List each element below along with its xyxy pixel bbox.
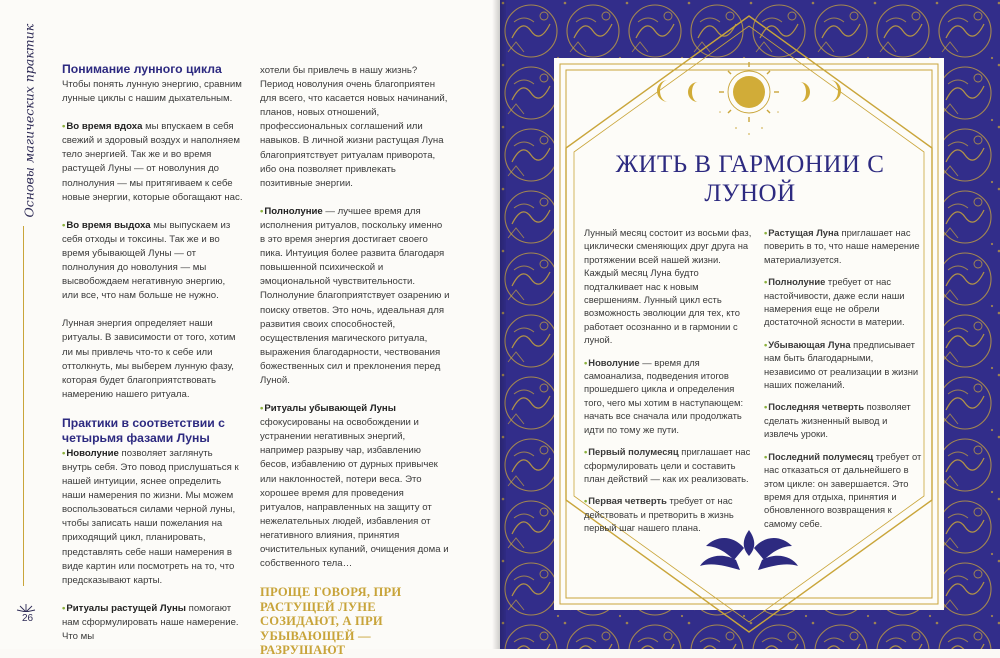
bullet-icon: • — [584, 356, 588, 368]
bullet-icon: • — [764, 338, 768, 350]
text-inhale: мы впускаем в себя свежий и здоровый воздух и наполняем тело энергией. Так же и во время растущей Луны — от новолуния до полнолуния — мы притягиваем к себе новые энергии, которые обогащают нас. — [62, 121, 243, 203]
text-fullmoon: — лучшее время для исполнения ритуалов, поскольку именно в это время энергия достигает своего пика. Интуиция более развита благодаря повышенной психической и эмоциональной чувствительности. Полнолуние благоприятствует озарению и поиску ответов. Это ночь, идеальная для развития своих способностей, осуществления магического ритуала, выражения благодарности, чествования божественных сил и преклонения перед Луной. — [260, 205, 450, 386]
bullet-icon: • — [260, 205, 264, 217]
term-newmoon: Новолуние — [66, 447, 119, 459]
term-inhale: Во время вдоха — [66, 121, 143, 133]
bullet-icon: • — [62, 219, 66, 231]
bullet-icon: • — [584, 495, 588, 507]
bullet-icon: • — [764, 227, 768, 238]
term-waning-rituals: Ритуалы убывающей Луны — [264, 403, 396, 415]
term-first-quarter: Первая четверть — [588, 495, 667, 507]
text-waxing-rituals: помогают нам сформулировать наше намерение. Что мы — [62, 602, 239, 642]
text-waning-rituals: сфокусированы на освобождении и устранении негативных энергий, например разрыву чар, избавлению бесов, избавлению от дурных привычек или наклонностей, потери веса. Это хорошее время для проведения ритуалов, направленных на защиту от нежелательных людей, избавления от негативного влияния, принятия очистительных купаний, очищения дома и собственного тела… — [260, 417, 449, 570]
term-waning-moon: Убывающая Луна — [768, 338, 851, 350]
term-first-crescent: Первый полумесяц — [588, 446, 679, 458]
section-heading-lunar-cycle: Понимание лунного цикла — [62, 62, 222, 76]
paragraph-energy: Лунная энергия определяет наши ритуалы. В зависимости от того, хотим ли мы привлечь что-то к себе или оттолкнуть, мы выберем лунную фазу, которая будет благоприятствовать намерению нашего ритуала. — [62, 318, 236, 400]
bullet-icon: • — [764, 450, 768, 462]
book-gutter-shadow — [492, 0, 506, 649]
pull-quote: ПРОЩЕ ГОВОРЯ, ПРИ РАСТУЩЕЙ ЛУНЕ СОЗИДАЮТ, А ПРИ УБЫВАЮЩЕЙ — РАЗРУШАЮТ — [260, 585, 402, 658]
bullet-icon: • — [62, 602, 66, 614]
text-newmoon: позволяет заглянуть внутрь себя. Это повод прислушаться к нашей интуиции, яснее определить наши намерения по жизни. Мы можем воспользоваться силами черной луны, чтобы записать наши пожелания на приходящий цикл, планировать, представлять себе наши намерения в виде картин или посмотреть на то, что предсказывают карты. — [62, 447, 239, 586]
running-title-text: Основы магических практик — [21, 23, 37, 218]
bullet-icon: • — [260, 403, 264, 415]
term-last-crescent: Последний полумесяц — [768, 450, 874, 462]
term-r-fullmoon: Полнолуние — [768, 276, 826, 288]
bullet-icon: • — [584, 446, 588, 458]
paragraph-lunar-month: Лунный месяц состоит из восьми фаз, циклически сменяющих друг друга на протяжении всей нашей жизни. Каждый месяц Луна будто подталкивает нас к новым свершениям. Лунный цикл есть возможность эволюции для тех, кто работает осознанно и в гармонии с луной. — [584, 227, 752, 346]
page-number: 26 — [22, 613, 34, 624]
term-last-quarter: Последняя четверть — [768, 401, 864, 413]
spread-heading: ЖИТЬ В ГАРМОНИИ С ЛУНОЙ — [615, 151, 885, 207]
term-r-newmoon: Новолуние — [588, 356, 640, 368]
paragraph-continuation: хотели бы привлечь в нашу жизнь? Период новолуния очень благоприятен для всего, что касается новых начинаний, планов, новых отношений, профессиональных соглашений или навыков. В личной жизни растущая Луна благоприятствует ритуалам приворота, ибо она позволяет привлекать позитивные энергии. — [260, 65, 448, 189]
text-waning-moon: предписывает нам быть благодарными, независимо от реализации в жизни наших пожеланий. — [764, 338, 919, 391]
text-exhale: мы выпускаем из себя отходы и токсины. Так же и во время убывающей Луны — от полнолуния до новолуния — мы высвобождаем негативную энергию, или все, что нам больше не нужно. — [62, 219, 231, 302]
term-exhale: Во время выдоха — [66, 219, 151, 231]
text-r-fullmoon: требует от нас настойчивости, даже если наши намерения еще не обрели достаточной ясности в материи. — [764, 276, 905, 328]
text-last-quarter: позволяет сделать жизненный вывод и извлечь уроки. — [764, 401, 911, 440]
term-waxing-moon: Растущая Луна — [768, 227, 839, 238]
section-heading-practices: Практики в соответствии с четырьмя фазами Луны — [62, 415, 225, 445]
bullet-icon: • — [62, 121, 66, 133]
paragraph-intro: Чтобы понять лунную энергию, сравним лунные циклы с нашим дыхательным. — [62, 79, 242, 105]
term-waxing-rituals: Ритуалы растущей Луны — [66, 602, 186, 614]
term-fullmoon: Полнолуние — [264, 205, 323, 217]
text-r-newmoon: — время для самоанализа, подведения итогов прошедшего цикла и определения того, чего мы хотим в наступающем: начать все сначала или продолжать идти по тому же пути. — [584, 356, 744, 435]
bullet-icon: • — [764, 276, 768, 288]
bullet-icon: • — [62, 447, 66, 459]
text-waxing-moon: приглашает нас поверить в то, что наше намерение материализуется. — [764, 227, 920, 265]
text-first-quarter: требует от нас действовать и претворить в жизнь первый шаг нашего плана. — [584, 495, 734, 534]
bullet-icon: • — [764, 401, 768, 413]
text-last-crescent: требует от нас отказаться от дальнейшего в этом цикле: он завершается. Это время для отдыха, принятия и обновленного возвращения к самому себе. — [764, 450, 922, 529]
text-first-crescent: приглашает нас сформулировать цели и составить план действий — как их реализовать. — [584, 446, 751, 484]
